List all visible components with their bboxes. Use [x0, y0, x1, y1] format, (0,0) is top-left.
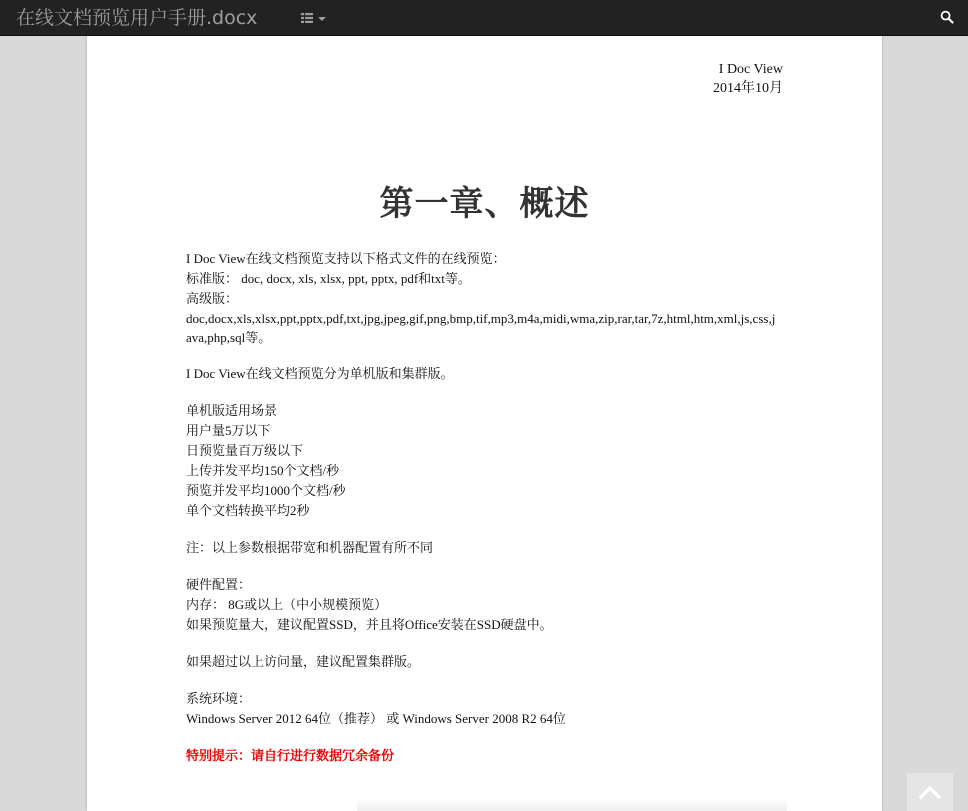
editions-line: I Doc View在线文档预览分为单机版和集群版。: [186, 366, 454, 381]
document-page: [87, 0, 882, 811]
standard-edition-line: 标准版： doc, docx, xls, xlsx, ppt, pptx, pdf和txt等。: [186, 271, 471, 286]
search-icon[interactable]: [940, 10, 954, 24]
backup-warning: 特别提示：请自行进行数据冗余备份: [186, 748, 395, 763]
ssd-line: 如果预览量大，建议配置SSD，并且将Office安装在SSD硬盘中。: [186, 617, 553, 632]
note-line: 注：以上参数根据带宽和机器配置有所不同: [186, 540, 434, 555]
document-meta: [713, 60, 783, 98]
system-title: 系统环境：: [186, 691, 252, 706]
date-line: 2014年10月: [713, 81, 783, 96]
os-line: Windows Server 2012 64位（推荐） 或 Windows Server 2008 R2 64位: [186, 711, 566, 726]
preview-concurrency-line: 预览并发平均1000个文档/秒: [186, 483, 346, 498]
chapter-heading: 第一章、概述: [379, 184, 590, 224]
top-navbar: [0, 0, 968, 36]
users-line: 用户量5万以下: [186, 423, 271, 438]
document-title[interactable]: 在线文档预览用户手册.docx: [16, 7, 258, 29]
document-body: [186, 249, 778, 766]
upload-concurrency-line: 上传并发平均150个文档/秒: [186, 463, 340, 478]
advanced-edition-label: 高级版：: [186, 291, 239, 306]
memory-line: 内存： 8G或以上（中小规模预览）: [186, 597, 388, 612]
standalone-scenario-title: 单机版适用场景: [186, 403, 278, 418]
conversion-time-line: 单个文档转换平均2秒: [186, 503, 310, 518]
caret-down-icon: [318, 17, 326, 21]
toc-dropdown-button[interactable]: [297, 8, 329, 28]
advanced-formats-list: doc,docx,xls,xlsx,ppt,pptx,pdf,txt,jpg,jpeg,gif,png,bmp,tif,mp3,m4a,midi,wma,zip,rar,tar,7z,html,htm,xml,js,css,java,php,sql等。: [186, 311, 776, 345]
cluster-line: 如果超过以上访问量，建议配置集群版。: [186, 654, 421, 669]
daily-views-line: 日预览量百万级以下: [186, 443, 304, 458]
page-bottom-edge: [357, 798, 787, 811]
author-line: I Doc View: [718, 62, 783, 77]
intro-paragraph: I Doc View在线文档预览支持以下格式文件的在线预览：: [186, 251, 506, 266]
hardware-title: 硬件配置：: [186, 577, 252, 592]
chevron-up-icon: [919, 785, 941, 799]
back-to-top-button[interactable]: [907, 773, 953, 811]
list-icon: [301, 13, 313, 23]
